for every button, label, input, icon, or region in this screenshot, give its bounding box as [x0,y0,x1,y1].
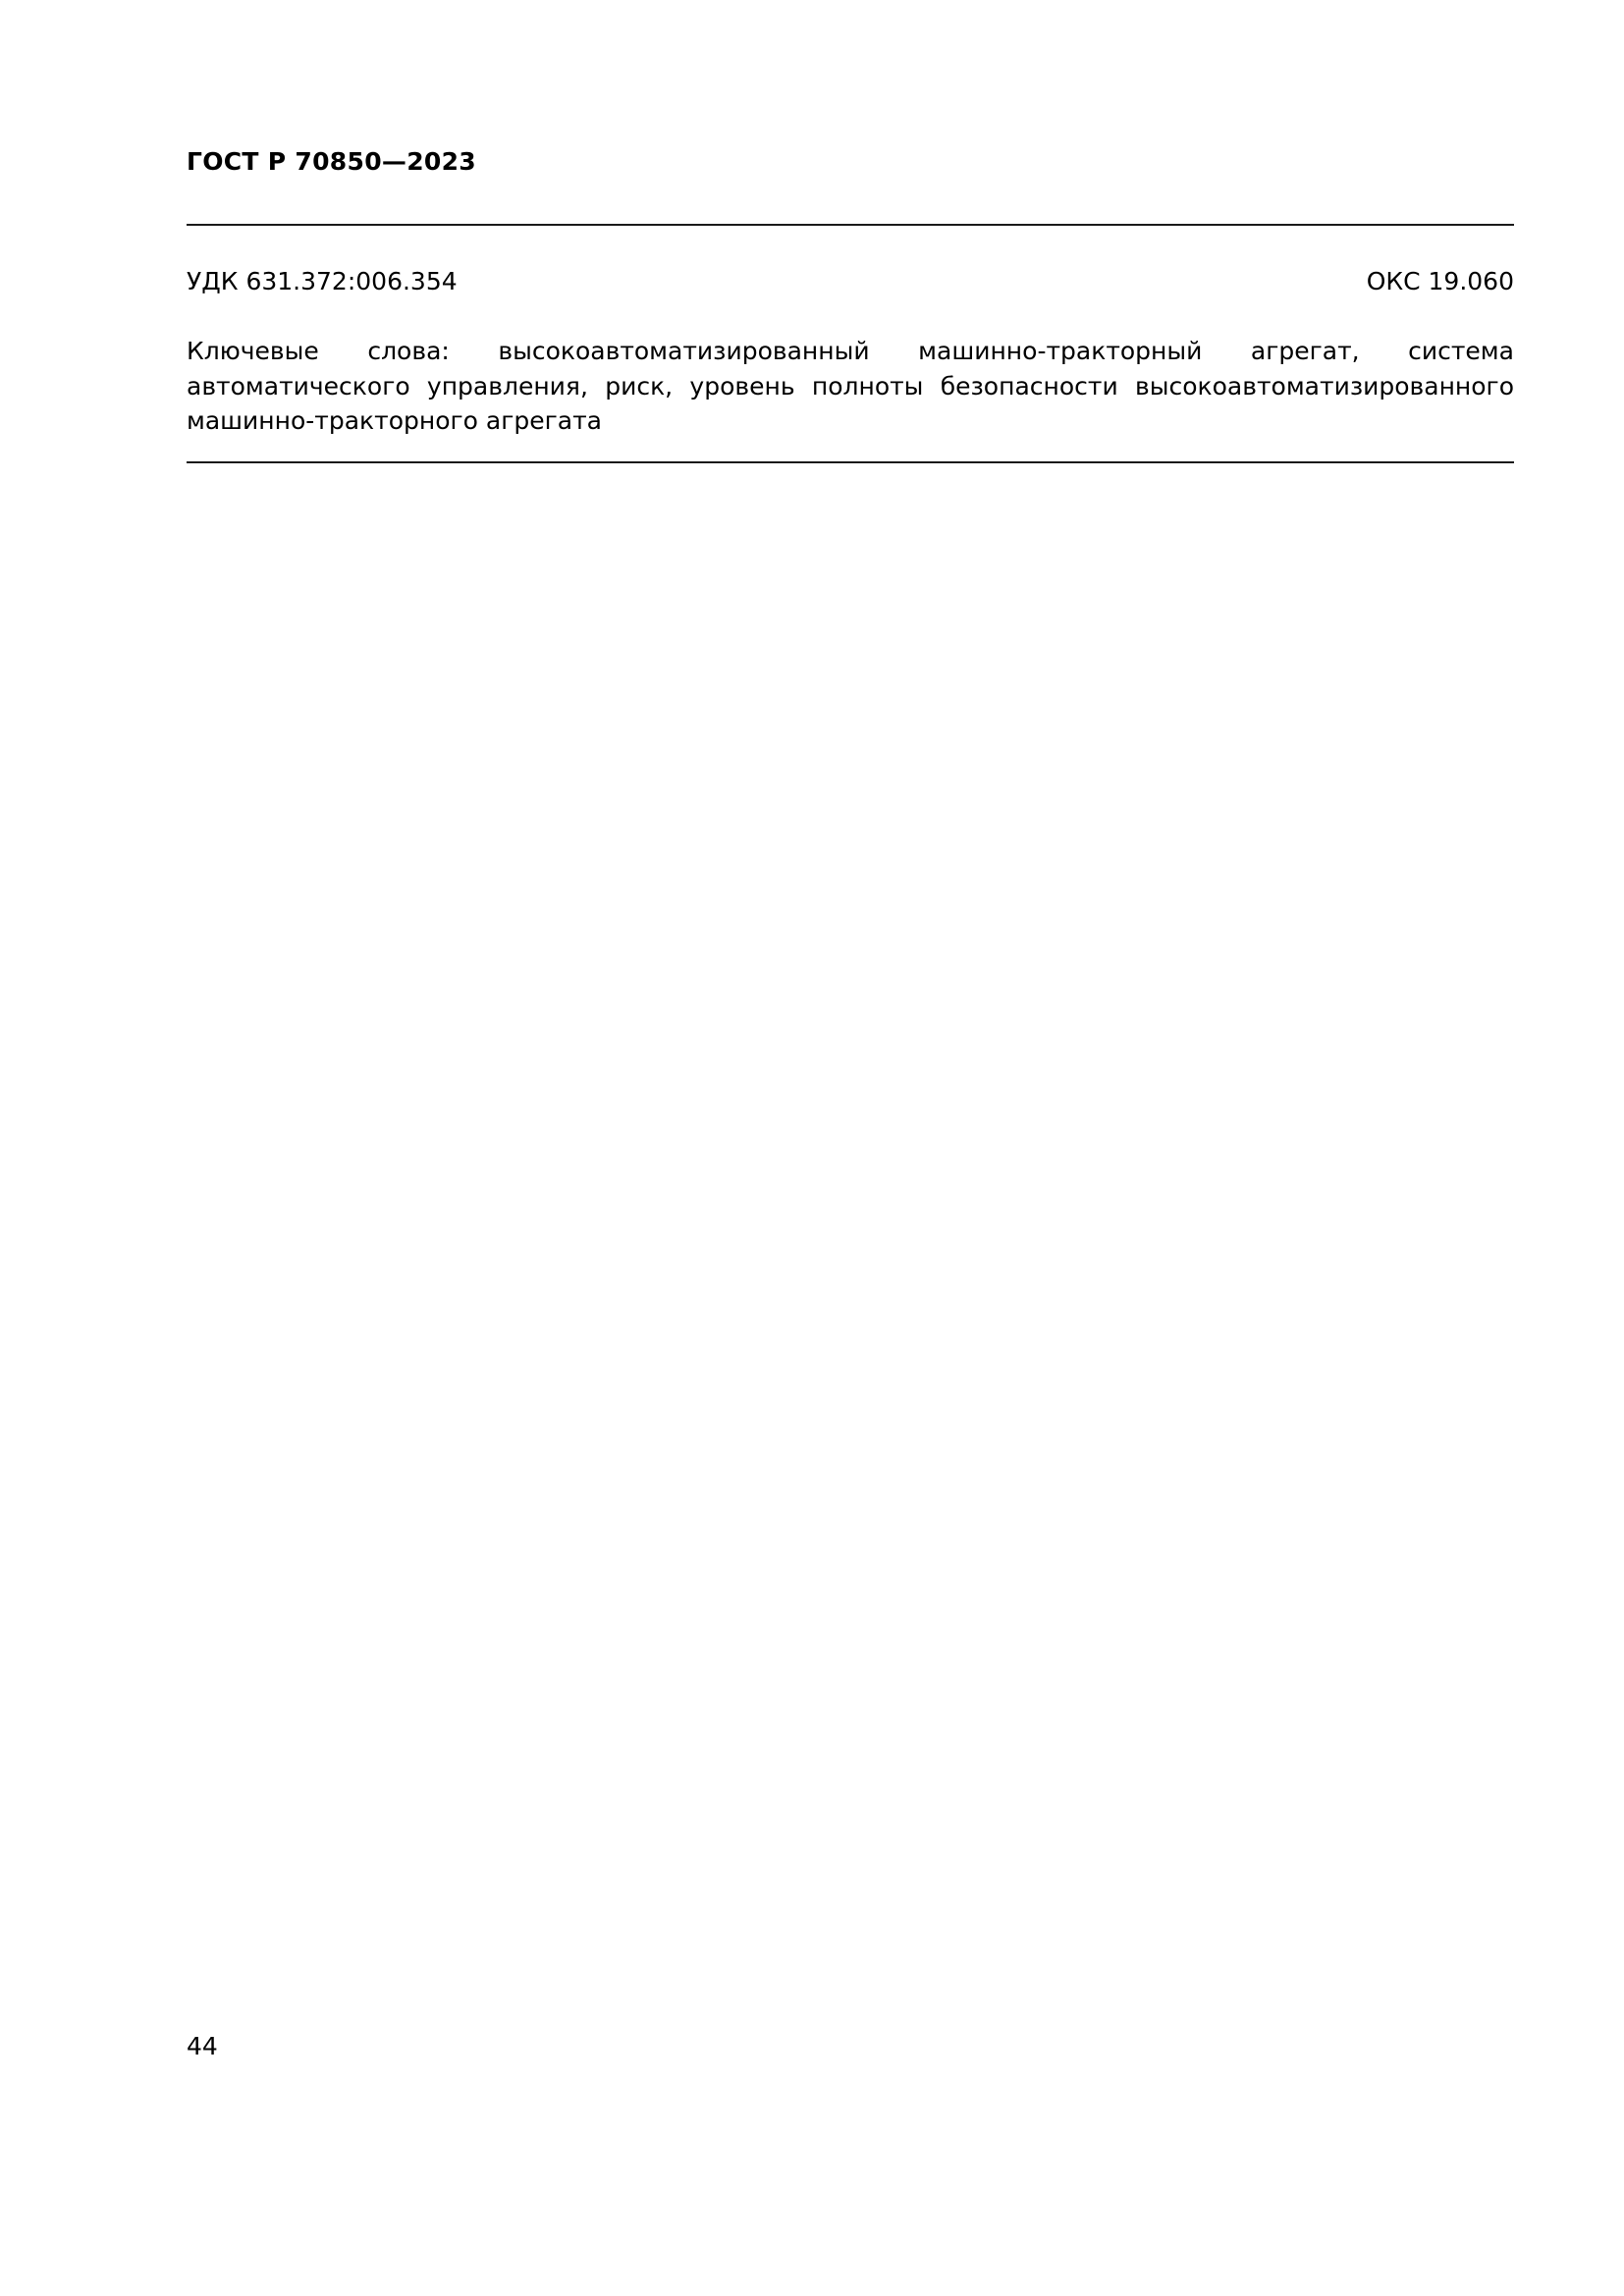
page-number: 44 [187,2032,218,2060]
classification-codes-row [187,267,1514,295]
header-divider-bottom [187,461,1514,463]
oks-code: ОКС 19.060 [1366,267,1514,295]
udk-code: УДК 631.372:006.354 [187,267,458,295]
header-divider-top [187,224,1514,226]
standard-header: ГОСТ Р 70850—2023 [187,147,476,176]
keywords-paragraph: Ключевые слова: высокоавтоматизированный машинно-тракторный агрегат, система автоматического управления, риск, уровень полноты безопасности высокоавтоматизированного машинно-тракторного агрегата [187,337,1514,435]
